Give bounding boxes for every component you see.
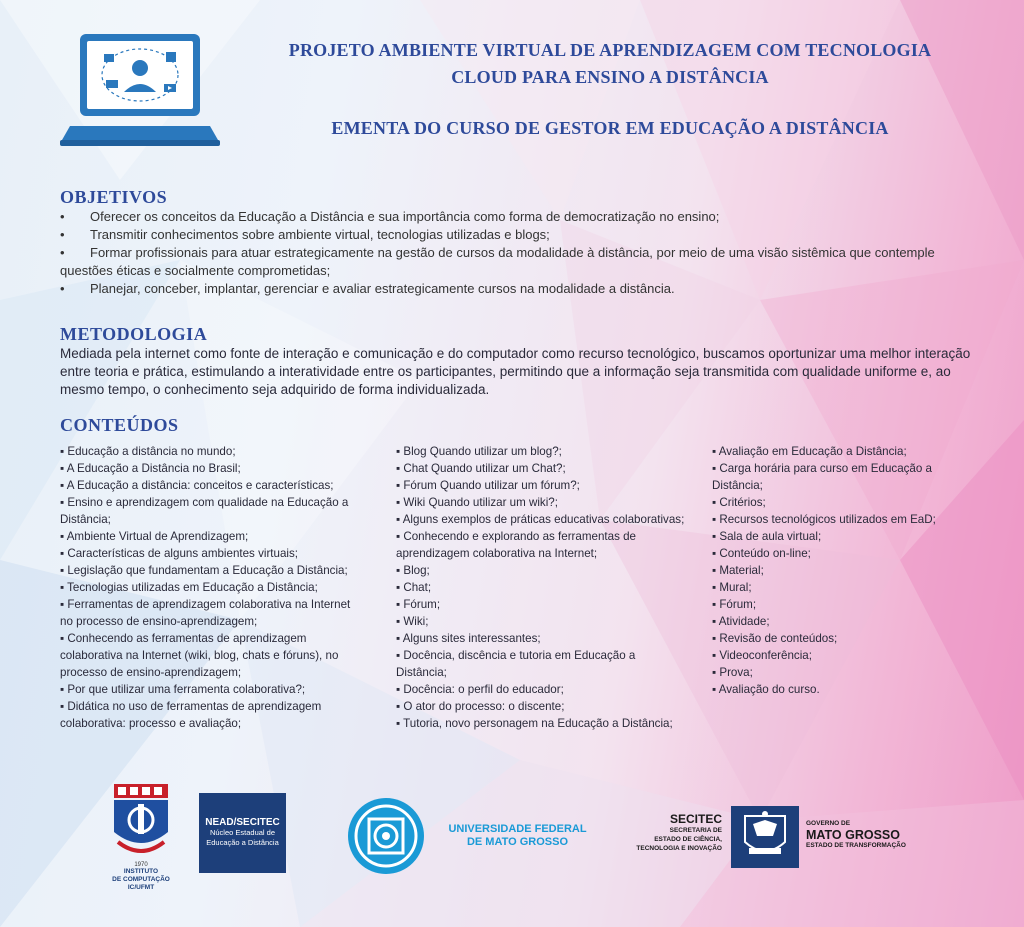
list-item: ▪ Material; — [712, 564, 764, 577]
list-item: ▪ Alguns exemplos de práticas educativas colaborativas; — [396, 513, 685, 526]
list-item: ▪ Mural; — [712, 581, 752, 594]
list-item: ▪ Legislação que fundamentam a Educação a Distância; — [60, 564, 348, 577]
list-item: ▪ Sala de aula virtual; — [712, 530, 822, 543]
nead-line2: Educação a Distância — [206, 838, 279, 847]
main-title-line1: PROJETO AMBIENTE VIRTUAL DE APRENDIZAGEM COM TECNOLOGIA — [288, 40, 932, 60]
course-subtitle: EMENTA DO CURSO DE GESTOR EM EDUCAÇÃO A DISTÂNCIA — [331, 118, 889, 138]
secitec-line2: ESTADO DE CIÊNCIA, — [654, 836, 722, 843]
list-item: ▪ Tutoria, novo personagem na Educação a Distância; — [396, 717, 673, 730]
list-item: ▪ Avaliação do curso. — [712, 683, 820, 696]
nead-title: NEAD/SECITEC — [205, 817, 280, 828]
governo-line1: GOVERNO DE — [806, 820, 851, 827]
list-item: ▪ A Educação a Distância no Brasil; — [60, 462, 241, 475]
objetivos-heading: OBJETIVOS — [60, 187, 168, 207]
conteudos-heading: CONTEÚDOS — [60, 415, 179, 435]
list-item: ▪ Didática no uso de ferramentas de aprendizagem colaborativa: processo e avaliação; — [60, 700, 322, 730]
objetivo-text: Planejar, conceber, implantar, gerenciar e avaliar estrategicamente cursos na modalidade a distância. — [90, 281, 675, 296]
bullet: • — [60, 227, 65, 242]
list-item: ▪ Ensino e aprendizagem com qualidade na Educação a Distância; — [60, 496, 349, 526]
objetivo-text: Formar profissionais para atuar estrategicamente na gestão de cursos da modalidade à distância, por meio de uma visão sistêmica que contemple questões éticas e socialmente comprometidas; — [60, 245, 935, 278]
list-item: ▪ Revisão de conteúdos; — [712, 632, 838, 645]
list-item: ▪ Ambiente Virtual de Aprendizagem; — [60, 530, 249, 543]
metodologia-text: Mediada pela internet como fonte de interação e comunicação e do computador como recurso tecnológico, buscamos oportunizar uma melhor interação entre teoria e prática, estimulando a interatividade entre os participantes, permitindo que a informação seja transmitida com qualidade uniforme e, ao mesmo tempo, o conhecimento seja adquirido de forma individualizada. — [60, 346, 971, 397]
nead-line1: Núcleo Estadual de — [209, 828, 276, 837]
list-item: ▪ Avaliação em Educação a Distância; — [712, 445, 907, 458]
list-item: ▪ Tecnologias utilizadas em Educação a Distância; — [60, 581, 318, 594]
list-item: ▪ Características de alguns ambientes virtuais; — [60, 547, 299, 560]
list-item: ▪ Wiki; — [396, 615, 429, 628]
list-item: ▪ Fórum; — [396, 598, 441, 611]
list-item: ▪ Atividade; — [712, 615, 770, 628]
list-item: ▪ Critérios; — [712, 496, 766, 509]
mato-grosso-coat-of-arms-icon — [731, 806, 799, 868]
list-item — [60, 226, 970, 244]
secitec-logo — [612, 812, 722, 853]
list-item — [60, 280, 970, 298]
conteudos-column-2 — [396, 443, 688, 732]
bullet: • — [60, 245, 65, 260]
list-item: ▪ Conhecendo e explorando as ferramentas de aprendizagem colaborativa na Internet; — [396, 530, 637, 560]
objetivo-text: Oferecer os conceitos da Educação a Distância e sua importância como forma de democratização no ensino; — [90, 209, 720, 224]
list-item: ▪ Prova; — [712, 666, 753, 679]
ic-year: 1970 — [134, 862, 148, 868]
secitec-title: SECITEC — [669, 812, 722, 826]
conteudos-column-3 — [712, 443, 982, 698]
list-item — [60, 208, 970, 226]
governo-line3: ESTADO DE TRANSFORMAÇÃO — [806, 842, 906, 849]
ic-line3: IC/UFMT — [127, 884, 155, 891]
list-item — [60, 244, 970, 280]
list-item: ▪ Wiki Quando utilizar um wiki?; — [396, 496, 558, 509]
objetivo-text: Transmitir conhecimentos sobre ambiente virtual, tecnologias utilizadas e blogs; — [90, 227, 550, 242]
ufmt-emblem-icon — [347, 797, 425, 875]
list-item: ▪ A Educação a distância: conceitos e características; — [60, 479, 334, 492]
list-item: ▪ Blog Quando utilizar um blog?; — [396, 445, 562, 458]
computer-elearning-icon — [60, 32, 220, 150]
list-item: ▪ Conteúdo on-line; — [712, 547, 811, 560]
metodologia-heading: METODOLOGIA — [60, 324, 208, 344]
ufmt-line1: UNIVERSIDADE FEDERAL — [448, 823, 587, 835]
list-item: ▪ Videoconferência; — [712, 649, 812, 662]
list-item: ▪ Blog; — [396, 564, 430, 577]
ic-line1: INSTITUTO — [123, 868, 159, 875]
list-item: ▪ Ferramentas de aprendizagem colaborativa na Internet no processo de ensino-aprendizagem; — [60, 598, 351, 628]
ic-shield-icon — [110, 782, 172, 862]
bullet: • — [60, 209, 65, 224]
secitec-line1: SECRETARIA DE — [669, 827, 722, 834]
ic-line2: DE COMPUTAÇÃO — [112, 876, 170, 883]
list-item: ▪ Por que utilizar uma ferramenta colaborativa?; — [60, 683, 306, 696]
list-item: ▪ Conhecendo as ferramentas de aprendizagem colaborativa na Internet (wiki, blog, chats e fóruns), no processo de ensino-aprendizagem; — [60, 632, 339, 679]
governo-line2: MATO GROSSO — [806, 828, 900, 842]
list-item: ▪ Recursos tecnológicos utilizados em EaD; — [712, 513, 936, 526]
list-item: ▪ Docência: o perfil do educador; — [396, 683, 564, 696]
bullet: • — [60, 281, 65, 296]
list-item: ▪ Chat Quando utilizar um Chat?; — [396, 462, 566, 475]
list-item: ▪ Carga horária para curso em Educação a Distância; — [712, 462, 932, 492]
objetivos-list — [60, 208, 970, 298]
list-item: ▪ Chat; — [396, 581, 432, 594]
ic-ufmt-logo — [104, 782, 178, 892]
list-item: ▪ Fórum; — [712, 598, 757, 611]
list-item: ▪ Fórum Quando utilizar um fórum?; — [396, 479, 580, 492]
nead-secitec-logo — [199, 793, 286, 873]
main-title-line2: CLOUD PARA ENSINO A DISTÂNCIA — [451, 67, 769, 87]
secitec-line3: TECNOLOGIA E INOVAÇÃO — [636, 845, 722, 852]
ufmt-name — [440, 823, 595, 849]
list-item: ▪ Educação a distância no mundo; — [60, 445, 236, 458]
list-item: ▪ Docência, discência e tutoria em Educação a Distância; — [396, 649, 636, 679]
governo-mt-logo — [806, 820, 936, 850]
conteudos-column-1 — [60, 443, 360, 732]
list-item: ▪ Alguns sites interessantes; — [396, 632, 541, 645]
ufmt-line2: DE MATO GROSSO — [466, 836, 569, 848]
list-item: ▪ O ator do processo: o discente; — [396, 700, 565, 713]
